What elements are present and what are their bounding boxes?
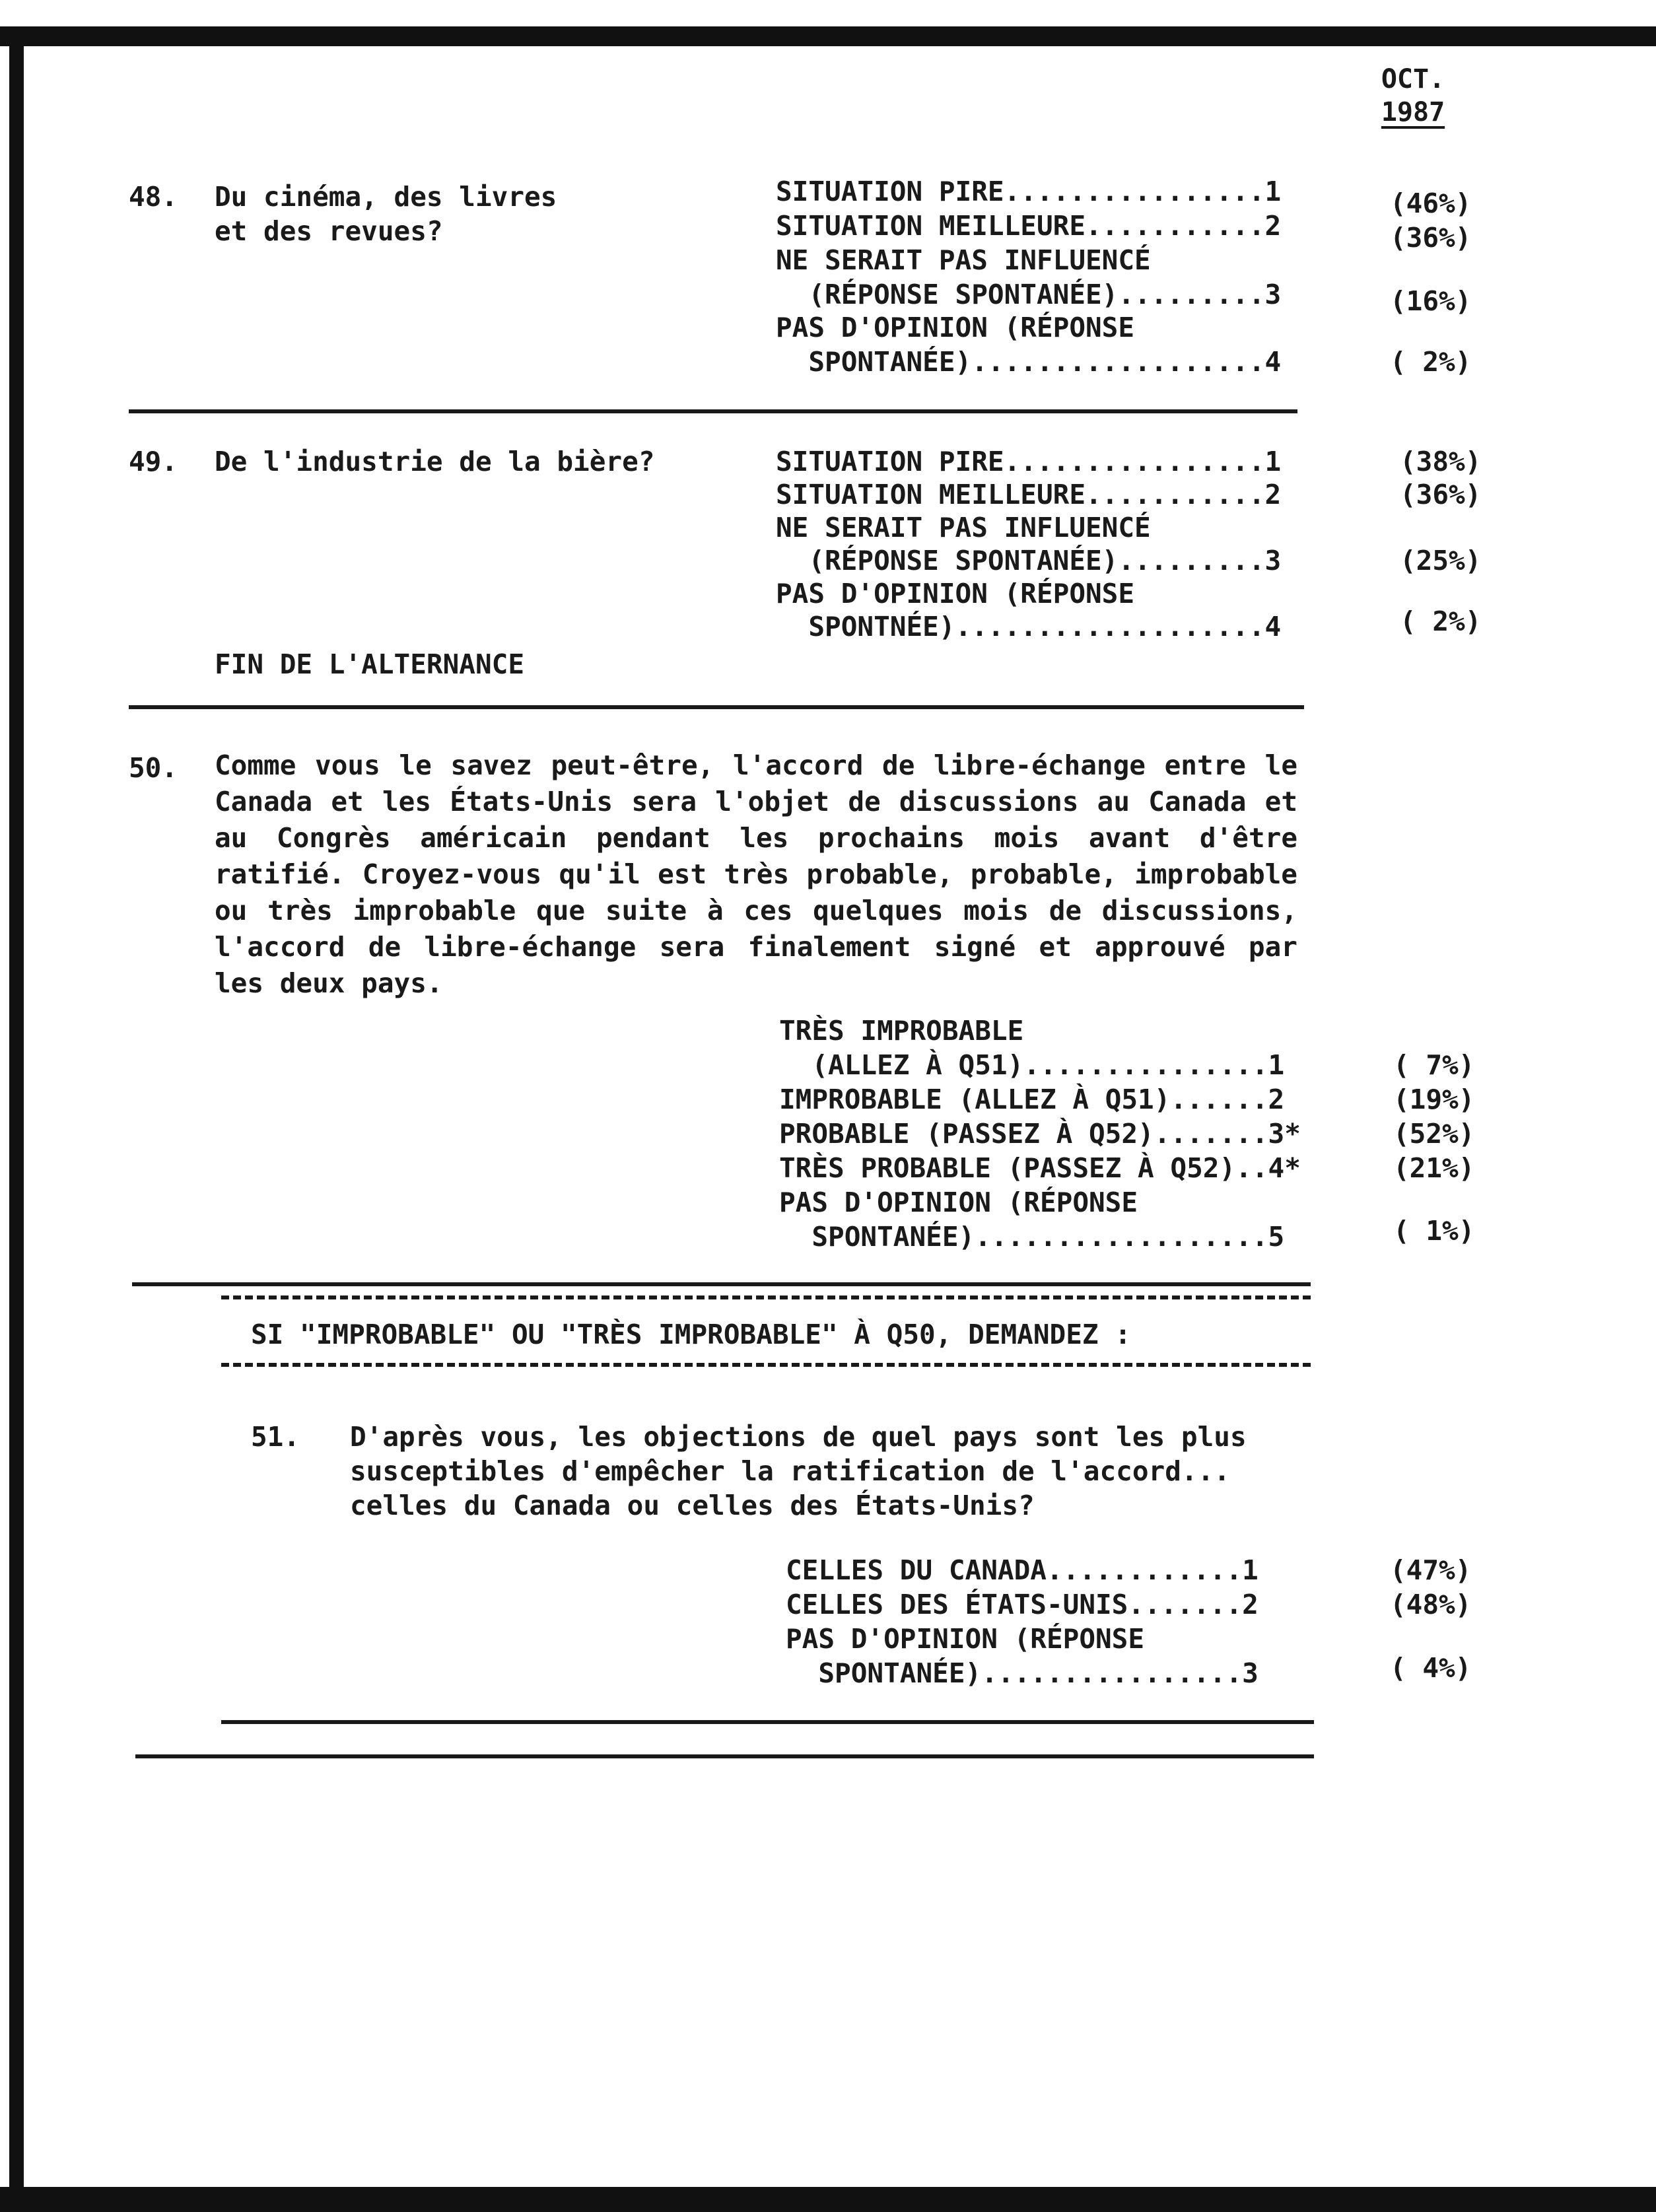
- question-number: 51.: [251, 1421, 300, 1453]
- answer-percent: ( 2%): [1390, 346, 1472, 378]
- answer-option: SITUATION PIRE................1: [776, 176, 1282, 207]
- question-number: 50.: [129, 752, 178, 784]
- answer-percent: (48%): [1390, 1589, 1472, 1620]
- page-border-top: [0, 26, 1656, 46]
- answer-option: SPONTANÉE)..................5: [779, 1221, 1285, 1253]
- answer-option: SITUATION MEILLEURE...........2: [776, 479, 1282, 510]
- answer-option: PAS D'OPINION (RÉPONSE: [776, 578, 1135, 609]
- answer-percent: (46%): [1390, 188, 1472, 219]
- answer-percent: (36%): [1400, 479, 1482, 510]
- answer-option: SPONTANÉE)................3: [786, 1657, 1259, 1689]
- question-text: D'après vous, les objections de quel pays sont les plus: [350, 1421, 1247, 1453]
- section-divider: [132, 1282, 1311, 1286]
- dashed-rule: [221, 1296, 1311, 1299]
- answer-option: PAS D'OPINION (RÉPONSE: [779, 1187, 1138, 1218]
- answer-option: NE SERAIT PAS INFLUENCÉ: [776, 512, 1151, 543]
- answer-percent: ( 4%): [1390, 1652, 1472, 1684]
- answer-option: SITUATION MEILLEURE...........2: [776, 210, 1282, 242]
- end-note: FIN DE L'ALTERNANCE: [215, 648, 524, 680]
- section-divider: [129, 409, 1297, 413]
- answer-percent: (19%): [1393, 1084, 1475, 1115]
- answer-option: SPONTANÉE)..................4: [776, 346, 1282, 378]
- question-text: Du cinéma, des livres: [215, 181, 557, 213]
- answer-option: TRÈS IMPROBABLE: [779, 1015, 1024, 1047]
- question-text: celles du Canada ou celles des États-Unis?: [350, 1490, 1035, 1521]
- question-number: 48.: [129, 181, 178, 213]
- page-border-bottom: [0, 2187, 1656, 2212]
- answer-percent: ( 2%): [1400, 605, 1482, 637]
- date-month: OCT.: [1381, 64, 1445, 94]
- answer-percent: (21%): [1393, 1152, 1475, 1184]
- answer-option: IMPROBABLE (ALLEZ À Q51)......2: [779, 1084, 1285, 1115]
- answer-option: TRÈS PROBABLE (PASSEZ À Q52)..4*: [779, 1152, 1301, 1184]
- question-number: 49.: [129, 446, 178, 477]
- answer-percent: ( 7%): [1393, 1049, 1475, 1081]
- section-divider: [129, 705, 1304, 709]
- question-text: et des revues?: [215, 215, 443, 247]
- question-text: Comme vous le savez peut-être, l'accord de libre-échange entre le Canada et les États-Unis sera l'objet de discussions au Canada et au Congrès américain pendant les prochains mois avant d'être ratifié. Croyez-vous qu'il est très probable, probable, improbable ou très improbable que suite à ces quelques mois de discussions, l'accord de libre-échange sera finalement signé et approuvé par les deux pays.: [215, 749, 1297, 999]
- answer-percent: ( 1%): [1393, 1215, 1475, 1247]
- answer-option: (ALLEZ À Q51)...............1: [779, 1049, 1285, 1081]
- answer-percent: (52%): [1393, 1118, 1475, 1150]
- dashed-rule: [221, 1363, 1311, 1367]
- question-text: susceptibles d'empêcher la ratification de l'accord...: [350, 1455, 1230, 1487]
- answer-percent: (38%): [1400, 446, 1482, 477]
- skip-instruction: SI "IMPROBABLE" OU "TRÈS IMPROBABLE" À Q50, DEMANDEZ :: [251, 1319, 1131, 1350]
- answer-option: (RÉPONSE SPONTANÉE).........3: [776, 545, 1282, 576]
- answer-option: SPONTNÉE)...................4: [776, 611, 1282, 642]
- answer-option: CELLES DES ÉTATS-UNIS.......2: [786, 1589, 1259, 1620]
- section-divider: [135, 1754, 1314, 1758]
- section-divider: [221, 1720, 1314, 1724]
- answer-option: CELLES DU CANADA............1: [786, 1554, 1259, 1586]
- answer-option: SITUATION PIRE................1: [776, 446, 1282, 477]
- answer-option: PAS D'OPINION (RÉPONSE: [786, 1623, 1145, 1655]
- question-text: De l'industrie de la bière?: [215, 446, 655, 477]
- answer-option: (RÉPONSE SPONTANÉE).........3: [776, 279, 1282, 310]
- answer-option: PAS D'OPINION (RÉPONSE: [776, 312, 1135, 343]
- answer-percent: (36%): [1390, 222, 1472, 254]
- answer-percent: (16%): [1390, 285, 1472, 317]
- answer-percent: (47%): [1390, 1554, 1472, 1586]
- answer-percent: (25%): [1400, 545, 1482, 576]
- answer-option: NE SERAIT PAS INFLUENCÉ: [776, 244, 1151, 276]
- page-border-left: [9, 40, 24, 2212]
- answer-option: PROBABLE (PASSEZ À Q52).......3*: [779, 1118, 1301, 1150]
- date-year: 1987: [1381, 97, 1445, 127]
